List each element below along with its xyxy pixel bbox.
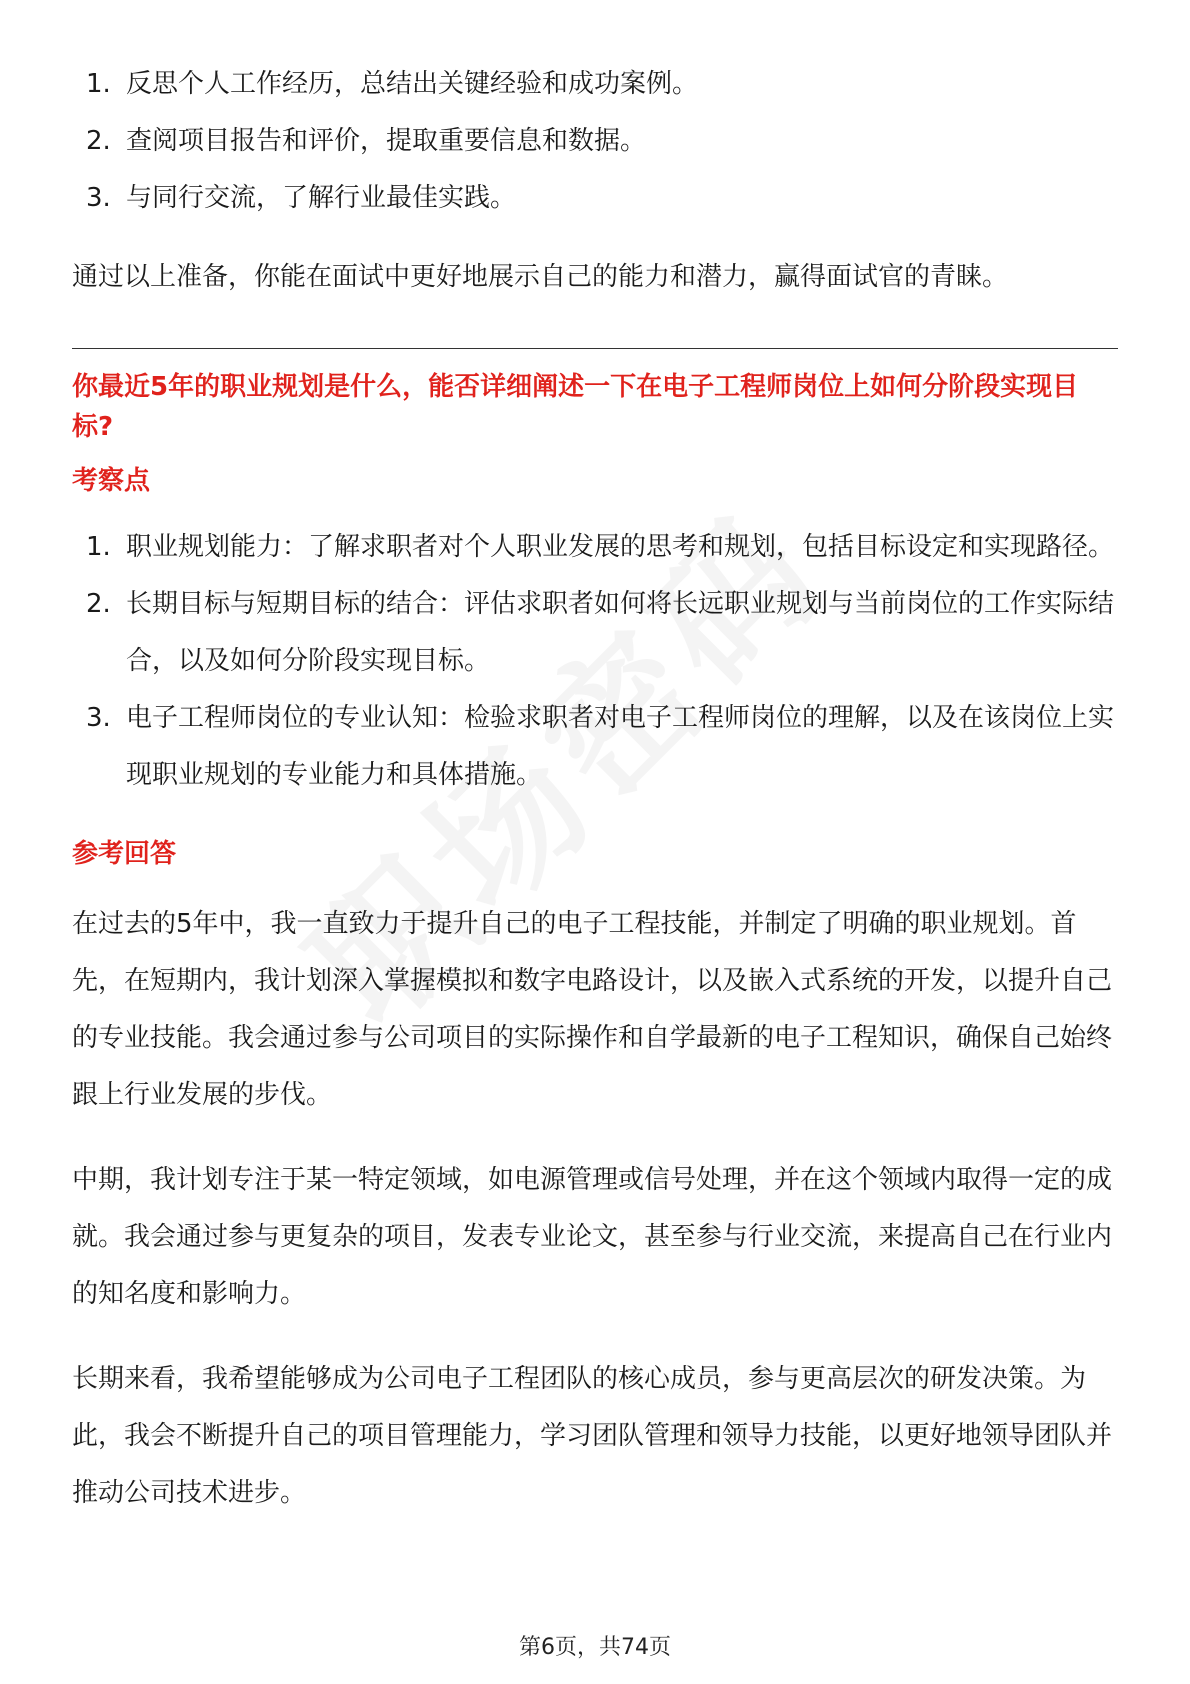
conclusion-paragraph: 通过以上准备，你能在面试中更好地展示自己的能力和潜力，赢得面试官的青睐。 — [72, 262, 1009, 292]
points-heading: 考察点 — [72, 466, 151, 496]
points-list — [72, 519, 1118, 804]
list-item: 2. 查阅项目报告和评价，提取重要信息和数据。 — [86, 126, 647, 156]
list-item: 3. 与同行交流，了解行业最佳实践。 — [86, 183, 517, 213]
list-item: 1. 职业规划能力：了解求职者对个人职业发展的思考和规划，包括目标设定和实现路径。 — [86, 532, 1115, 562]
list-item: 3. 电子工程师岗位的专业认知：检验求职者对电子工程师岗位的理解，以及在该岗位上实现职业规划的专业能力和具体措施。 — [86, 703, 1115, 790]
prep-list — [72, 56, 1118, 227]
answer-paragraph: 在过去的5年中，我一直致力于提升自己的电子工程技能，并制定了明确的职业规划。首先，在短期内，我计划深入掌握模拟和数字电路设计，以及嵌入式系统的开发，以提升自己的专业技能。我会通过参与公司项目的实际操作和自学最新的电子工程知识，确保自己始终跟上行业发展的步伐。 — [72, 909, 1113, 1110]
page-content — [72, 56, 1118, 1522]
list-item: 1. 反思个人工作经历，总结出关键经验和成功案例。 — [86, 69, 699, 99]
question-heading: 你最近5年的职业规划是什么，能否详细阐述一下在电子工程师岗位上如何分阶段实现目标? — [72, 372, 1079, 442]
answer-paragraph: 长期来看，我希望能够成为公司电子工程团队的核心成员，参与更高层次的研发决策。为此，我会不断提升自己的项目管理能力，学习团队管理和领导力技能，以更好地领导团队并推动公司技术进步。 — [72, 1364, 1113, 1508]
page-footer: 第6页，共74页 — [519, 1635, 671, 1660]
divider — [72, 348, 1118, 349]
answer-paragraph: 中期，我计划专注于某一特定领域，如电源管理或信号处理，并在这个领域内取得一定的成就。我会通过参与更复杂的项目，发表专业论文，甚至参与行业交流，来提高自己在行业内的知名度和影响力。 — [72, 1165, 1113, 1309]
list-item: 2. 长期目标与短期目标的结合：评估求职者如何将长远职业规划与当前岗位的工作实际结合，以及如何分阶段实现目标。 — [86, 589, 1115, 676]
answer-heading: 参考回答 — [72, 839, 177, 869]
